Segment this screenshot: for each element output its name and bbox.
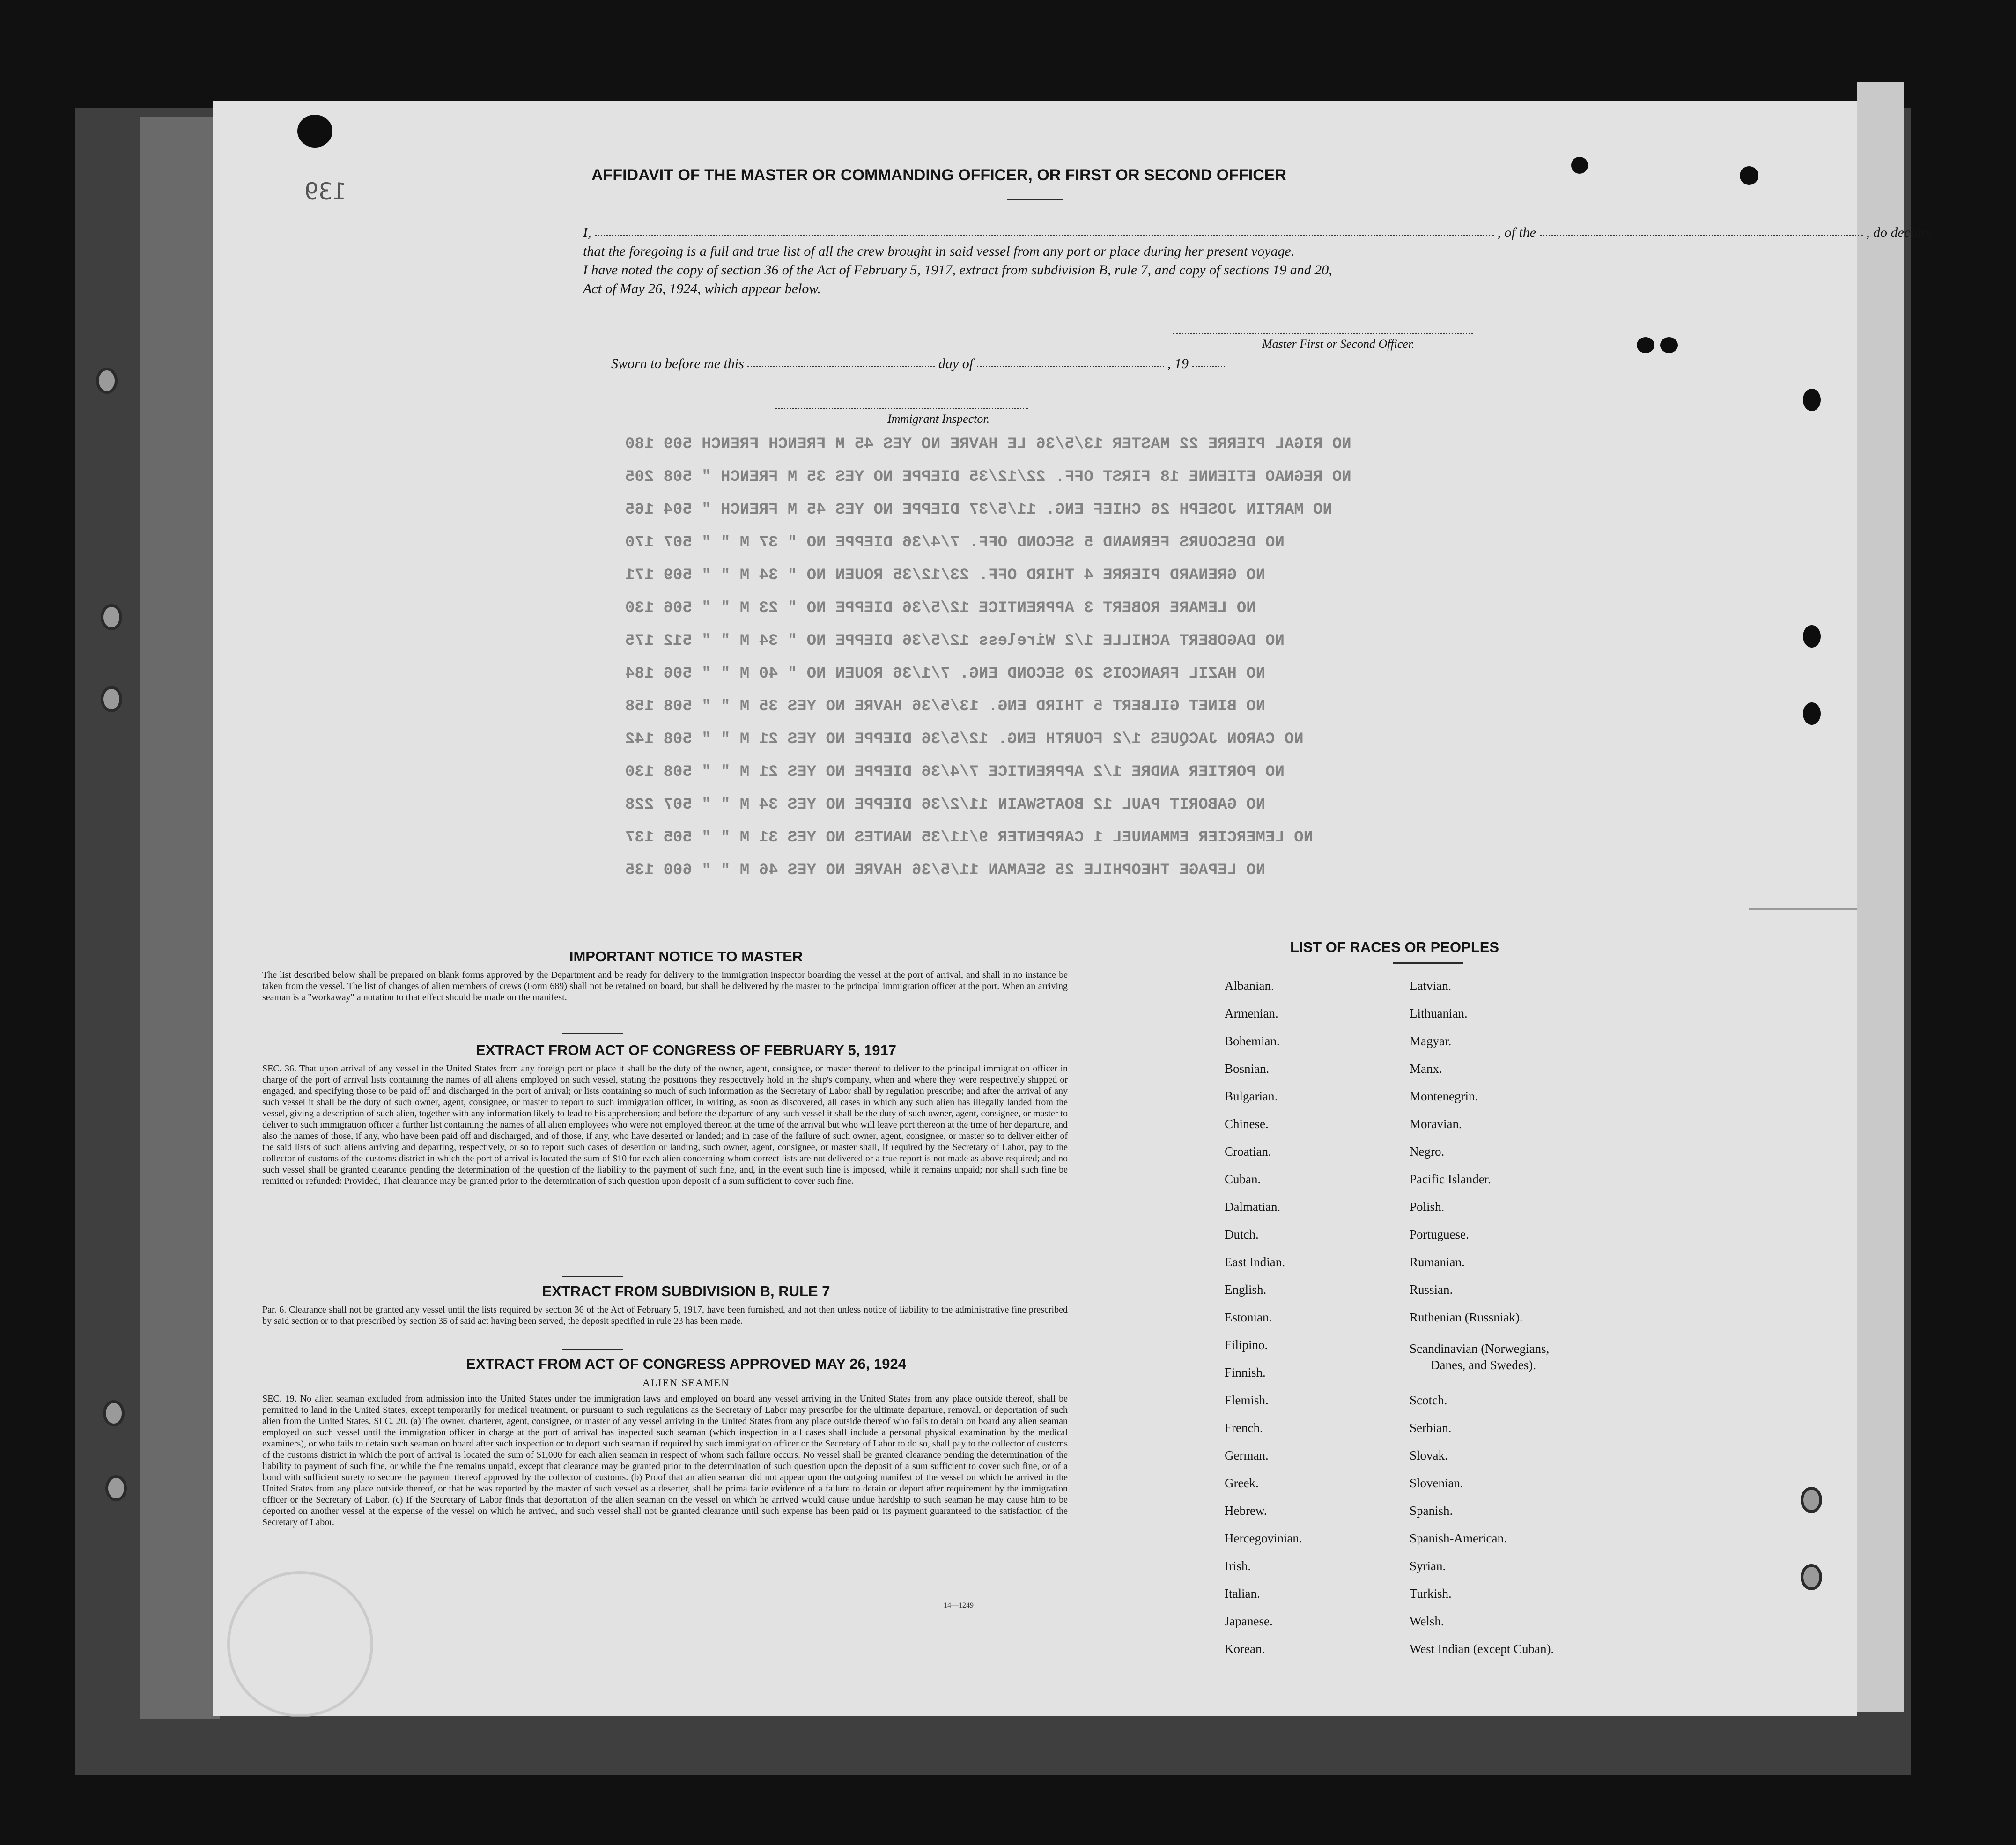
race-item: Bulgarian. <box>1225 1089 1278 1103</box>
punch-hole <box>1803 389 1821 411</box>
race-item: Ruthenian (Russniak). <box>1410 1310 1523 1324</box>
race-item: Danes, and Swedes). <box>1431 1358 1536 1372</box>
race-item: Magyar. <box>1410 1034 1452 1048</box>
fold-line <box>1749 908 1857 910</box>
bleedthrough-row: NO REGNAO ETIENNE 18 FIRST OFF. 22/12/35 DIEPPE NO YES 35 M FRENCH " 508 205 <box>625 468 1351 486</box>
punch-hole <box>1801 1564 1822 1590</box>
sworn-day-of: day of <box>938 356 974 371</box>
signature-line <box>1173 330 1473 334</box>
inspector-label: Immigrant Inspector. <box>887 412 990 426</box>
extract-1924-body: SEC. 19. No alien seaman excluded from admission into the United States under the immigration laws and employed on board any vessel arriving in the United States from any place outside thereof, shall be permitted to land in the United States, except temporarily for medical treatment, or pursuant to such regulations as the Secretary of Labor may prescribe for the ultimate departure, removal, or deportation of such alien from the United States. SEC. 20. (a) The owner, charterer, agent, consignee, or master of any vessel arriving in the United States from any place outside thereof who fails to detain on board any alien seaman employed on such vessel until the immigration officer in charge at the port of arrival has inspected such seaman (which inspection in all cases shall include a personal physical examination by the medical examiners), or who fails to detain such seaman on board after such inspection or to deport such seaman if required by such immigration officer or the Secretary of Labor to do so, shall pay to the collector of customs of the customs district in which the port of arrival is located the sum of $1,000 for each alien seaman in respect of whom such failure occurs. No vessel shall be granted clearance pending the determination of the liability to payment of such fine, or while the fine remains unpaid, except that clearance may be granted prior to the determination of such question upon the deposit of a sum sufficient to cover such fine, or of a bond with sufficient surety to secure the payment thereof approved by the collector of customs. (b) Proof that an alien seaman did not appear upon the outgoing manifest of the vessel on which he arrived in the United States from any place outside thereof, or that he was reported by the master of such vessel as a deserter, shall be prima facie evidence of a failure to detain or deport after requirement by the immigration officer or the Secretary of Labor. (c) If the Secretary of Labor finds that deportation of the alien seaman on the vessel on which he arrived would cause undue hardship to such seaman he may cause him to be deported on another vessel at the expense of the vessel on which he arrived, and such vessel shall not be granted clearance until such expense has been paid or its payment guaranteed to the satisfaction of the Secretary of Labor. <box>262 1394 1068 1528</box>
notice-title: IMPORTANT NOTICE TO MASTER <box>569 948 803 965</box>
bleedthrough-row: NO GRENARD PIERRE 4 THIRD OFF. 23/12/35 ROUEN NO " 34 M " " 509 171 <box>625 567 1266 584</box>
races-title: LIST OF RACES OR PEOPLES <box>1290 939 1499 955</box>
section-divider <box>562 1033 623 1034</box>
race-item: Spanish-American. <box>1410 1531 1507 1545</box>
race-item: Montenegrin. <box>1410 1089 1478 1103</box>
declaration-i: I, <box>583 225 591 240</box>
punch-hole <box>1801 1487 1822 1513</box>
manifest-page <box>213 101 1933 1716</box>
signature-label: Master First or Second Officer. <box>1262 337 1415 351</box>
declaration-of-the: , of the <box>1497 225 1536 240</box>
embossed-seal <box>227 1571 373 1717</box>
race-item: Estonian. <box>1225 1310 1272 1324</box>
race-item: Pacific Islander. <box>1410 1172 1491 1186</box>
section-divider <box>562 1276 623 1277</box>
bleedthrough-row: NO BINET GILBERT 5 THIRD ENG. 13/5/36 HAVRE NO YES 35 M " " 508 158 <box>625 698 1266 716</box>
race-item: Turkish. <box>1410 1587 1452 1601</box>
section-divider <box>562 1349 623 1350</box>
race-item: Welsh. <box>1410 1614 1444 1628</box>
race-item: Moravian. <box>1410 1117 1462 1131</box>
race-item: Dalmatian. <box>1225 1200 1281 1214</box>
right-page-edge <box>1857 82 1904 1712</box>
bleedthrough-row: NO RIGAL PIERRE 22 MASTER 13/5/36 LE HAVRE NO YES 45 M FRENCH FRENCH 509 180 <box>625 435 1351 453</box>
bleedthrough-row: NO LEPAGE THEOPHILE 25 SEAMAN 11/5/36 HAVRE NO YES 46 M " " 600 135 <box>625 862 1266 879</box>
extract-1924-title: EXTRACT FROM ACT OF CONGRESS APPROVED MAY 26, 1924 <box>466 1356 906 1372</box>
punch-hole <box>105 1475 127 1501</box>
race-item: Spanish. <box>1410 1504 1453 1518</box>
bleedthrough-row: NO PORTIER ANDRE 1/2 APPRENTICE 7/4/36 DIEPPE NO YES 21 M " " 508 130 <box>625 763 1285 781</box>
declaration-do-declare: , do declare <box>1866 225 1933 240</box>
race-item: Filipino. <box>1225 1338 1268 1352</box>
punch-hole <box>1803 625 1821 648</box>
bleedthrough-row: NO DESCOURS FERNAND 5 SECOND OFF. 7/4/36 DIEPPE NO " 37 M " " 507 170 <box>625 534 1285 552</box>
race-item: Hebrew. <box>1225 1504 1267 1518</box>
race-item: Manx. <box>1410 1062 1442 1076</box>
ink-blot <box>297 115 332 148</box>
race-item: Hercegovinian. <box>1225 1531 1302 1545</box>
race-item: German. <box>1225 1448 1269 1462</box>
inspector-signature-line <box>775 405 1028 409</box>
punch-hole <box>103 1400 125 1426</box>
punch-hole <box>1803 702 1821 725</box>
affidavit-line-2: that the foregoing is a full and true list of all the crew brought in said vessel from any port or place during her present voyage. <box>583 244 1295 259</box>
ink-blot <box>1740 166 1758 185</box>
subdivision-b-title: EXTRACT FROM SUBDIVISION B, RULE 7 <box>542 1283 830 1299</box>
notice-body: The list described below shall be prepared on blank forms approved by the Department and be ready for delivery to the immigration inspector boarding the vessel at the port of arrival, and shall in no instance be taken from the vessel. The list of changes of alien members of crews (Form 689) shall not be retained on board, but shall be delivered by the master to the principal immigration officer at the port. When an arriving seaman is a "workaway" a notation to that effect should be made on the manifest. <box>262 970 1068 1003</box>
race-item: Korean. <box>1225 1642 1265 1656</box>
race-item: Japanese. <box>1225 1614 1273 1628</box>
race-item: Cuban. <box>1225 1172 1261 1186</box>
race-item: Italian. <box>1225 1587 1260 1601</box>
race-item: Finnish. <box>1225 1365 1266 1380</box>
race-item: Scotch. <box>1410 1393 1447 1407</box>
bleedthrough-row: NO CARON JACQUES 1/2 FOURTH ENG. 12/5/36 DIEPPE NO YES 21 M " " 508 142 <box>625 731 1304 748</box>
race-item: Serbian. <box>1410 1421 1452 1435</box>
race-item: West Indian (except Cuban). <box>1410 1642 1554 1656</box>
extract-1917-body: SEC. 36. That upon arrival of any vessel in the United States from any foreign port or place it shall be the duty of the owner, agent, consignee, or master thereof to deliver to the principal immigration officer in charge of the port of arrival lists containing the names of all aliens employed on such vessel, stating the positions they respectively hold in the ship's company, when and where they were respectively shipped or engaged, and specifying those to be paid off and discharged in the port of arrival; or lists containing so much of such information as the Secretary of Labor shall by regulation prescribe; and after the arrival of any such vessel it shall be the duty of such owner, agent, consignee, or master to report to such immigration officer, in writing, as soon as discovered, all cases in which any such alien has illegally landed from the vessel, giving a description of such alien, together with any information likely to lead to his apprehension; and before the departure of any such vessel it shall be the duty of such owner, agent, consignee, or master to deliver to such immigration officer a further list containing the names of all alien employees who were not employed thereon at the time of the arrival but who will leave port thereon at the time of her departure, and also the names of those, if any, who have been paid off and discharged, and of those, if any, who have deserted or landed; and in case of the failure of such owner, agent, consignee, or master so to deliver either of the said lists of such aliens arriving and departing, respectively, or so to report such cases of desertion or landing, such owner, agent, consignee, or master shall, if required by the Secretary of Labor, pay to the collector of customs of the customs district in which the port of arrival is located the sum of $10 for each alien concerning whom correct lists are not delivered or a true report is not made as above required; and no such vessel shall be granted clearance pending the determination of the question of the liability to the payment of such fine, and, in the event such fine is imposed, while it remains unpaid; nor shall such fine be remitted or refunded: Provided, That clearance may be granted prior to the determination of such question upon deposit of a sum sufficient to cover such fine. <box>262 1063 1068 1186</box>
race-item: Armenian. <box>1225 1006 1278 1020</box>
bleedthrough-row: NO MARTIN JOSEPH 26 CHIEF ENG. 11/5/37 DIEPPE NO YES 45 M FRENCH " 504 165 <box>625 501 1332 519</box>
race-item: Croatian. <box>1225 1144 1271 1159</box>
race-item: Russian. <box>1410 1283 1453 1297</box>
race-item: Slovenian. <box>1410 1476 1463 1490</box>
bleedthrough-row: NO HAZIL FRANCOIS 20 SECOND ENG. 7/1/36 ROUEN NO " 40 M " " 506 184 <box>625 665 1266 683</box>
race-item: Chinese. <box>1225 1117 1269 1131</box>
bleedthrough-row: NO LEMERCIER EMMANUEL 1 CARPENTER 9/11/35 NANTES NO YES 31 M " " 505 137 <box>625 829 1314 847</box>
race-item: Syrian. <box>1410 1559 1446 1573</box>
affidavit-line-3: I have noted the copy of section 36 of the Act of February 5, 1917, extract from subdivision B, rule 7, and copy of sections 19 and 20, <box>583 262 1332 278</box>
form-number: 14—1249 <box>944 1601 974 1609</box>
extract-1924-subtitle: ALIEN SEAMEN <box>642 1377 730 1388</box>
race-item: Portuguese. <box>1410 1227 1469 1241</box>
race-item: Lithuanian. <box>1410 1006 1468 1020</box>
subdivision-b-body: Par. 6. Clearance shall not be granted any vessel until the lists required by section 36 of the Act of February 5, 1917, have been furnished, and not then unless notice of liability to the administrative fine prescribed by said section or to that prescribed by section 35 of said act having been served, the deposit specified in rule 23 has been made. <box>262 1305 1068 1326</box>
sworn-year: , 19 <box>1167 356 1189 371</box>
races-divider <box>1393 962 1463 964</box>
race-item: Scandinavian (Norwegians, <box>1410 1342 1550 1356</box>
race-item: Bosnian. <box>1225 1062 1270 1076</box>
race-item: East Indian. <box>1225 1255 1285 1269</box>
bleedthrough-row: NO LEMARE ROBERT 3 APPRENTICE 12/5/36 DIEPPE NO " 23 M " " 506 130 <box>625 599 1256 617</box>
race-item: Bohemian. <box>1225 1034 1280 1048</box>
race-item: English. <box>1225 1283 1267 1297</box>
punch-hole <box>96 368 118 394</box>
extract-1917-title: EXTRACT FROM ACT OF CONGRESS OF FEBRUARY 5, 1917 <box>476 1042 896 1058</box>
race-item: Polish. <box>1410 1200 1445 1214</box>
bleedthrough-row: NO GABORIT PAUL 12 BOATSWAIN 11/2/36 DIEPPE NO YES 34 M " " 507 228 <box>625 796 1266 814</box>
punch-hole <box>101 604 122 630</box>
race-item: Greek. <box>1225 1476 1259 1490</box>
title-divider <box>1007 199 1063 200</box>
race-item: Flemish. <box>1225 1393 1269 1407</box>
punch-hole <box>101 686 122 712</box>
race-item: Latvian. <box>1410 979 1452 993</box>
bleedthrough-row: NO DAGOBERT ACHILLE 1/2 Wireless 12/5/36 DIEPPE NO " 34 M " " 512 175 <box>625 632 1285 650</box>
affidavit-line-4: Act of May 26, 1924, which appear below. <box>583 281 821 296</box>
ink-blot <box>1660 337 1678 353</box>
affidavit-declaration <box>583 225 1932 241</box>
affidavit-title: AFFIDAVIT OF THE MASTER OR COMMANDING OFFICER, OR FIRST OR SECOND OFFICER <box>591 166 1286 184</box>
ink-blot <box>1571 157 1588 174</box>
race-item: French. <box>1225 1421 1263 1435</box>
sworn-prefix: Sworn to before me this <box>611 356 744 371</box>
ink-blot <box>1637 337 1654 353</box>
race-item: Albanian. <box>1225 979 1274 993</box>
race-item: Dutch. <box>1225 1227 1259 1241</box>
race-item: Negro. <box>1410 1144 1445 1159</box>
underlying-page-edge <box>140 117 220 1719</box>
race-item: Irish. <box>1225 1559 1251 1573</box>
sworn-line <box>611 356 1225 372</box>
sheet-number: 139 <box>304 178 347 205</box>
race-item: Slovak. <box>1410 1448 1448 1462</box>
race-item: Rumanian. <box>1410 1255 1465 1269</box>
